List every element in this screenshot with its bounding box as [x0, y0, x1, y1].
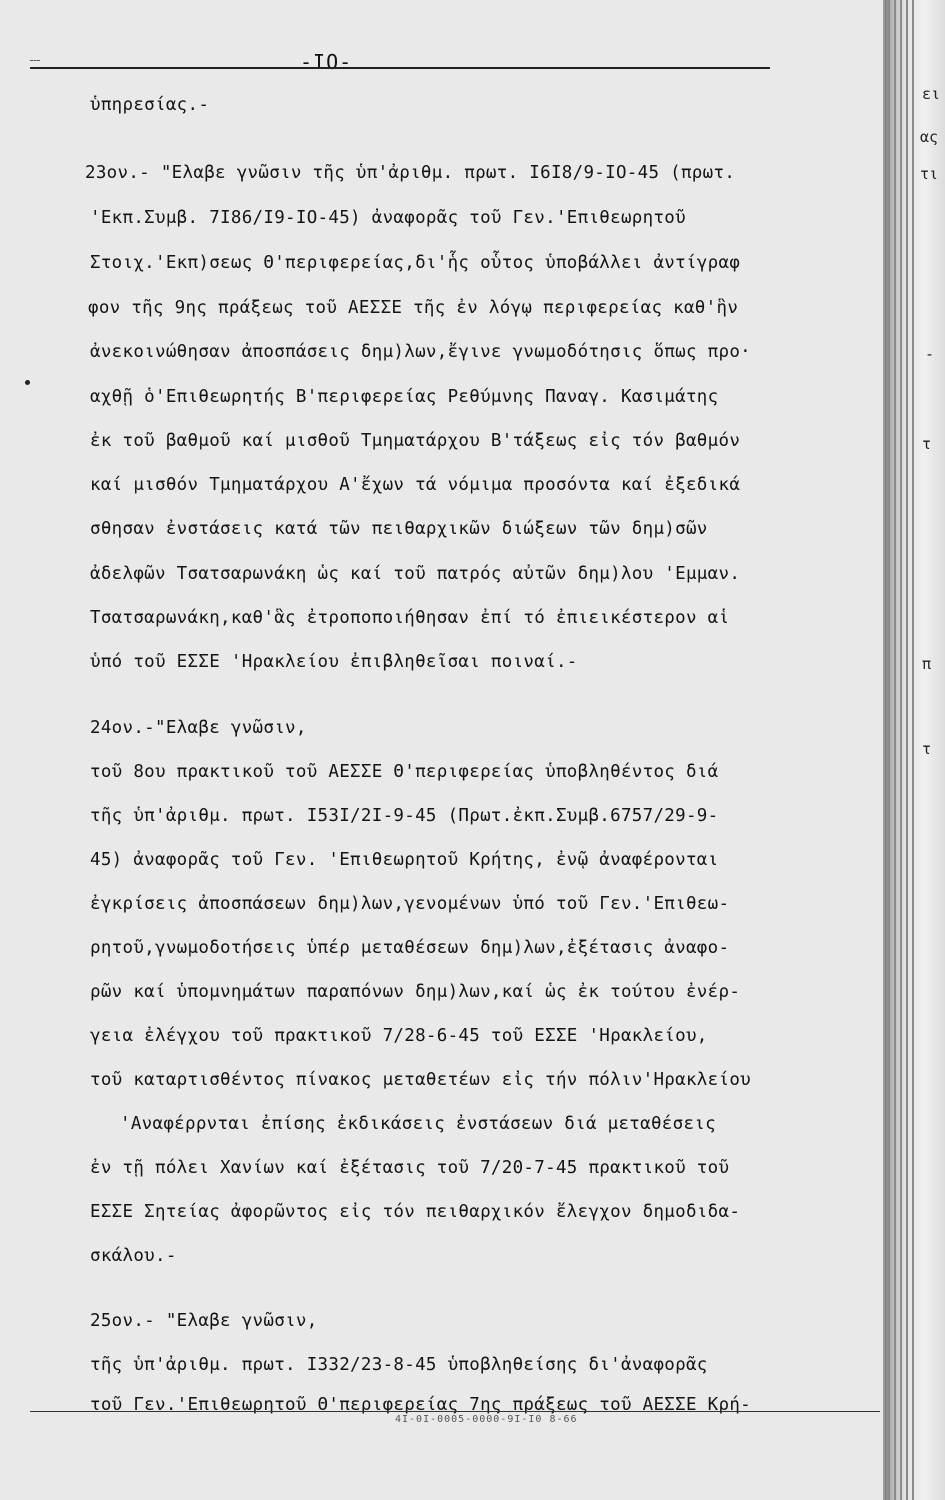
text-line: αχθῇ ὁ'Επιθεωρητής Β'περιφερείας Ρεθύμνης Παναγ. Κασιμάτης: [90, 387, 719, 407]
top-dash: [30, 60, 40, 61]
text-line: φον τῆς 9ης πράξεως τοῦ ΑΕΣΣΕ τῆς ἐν λόγῳ περιφερείας καθ'ἣν: [88, 298, 739, 318]
text-line: τοῦ καταρτισθέντος πίνακος μεταθετέων εἰς τήν πόλιν'Ηρακλείου: [90, 1070, 751, 1090]
header-rule: [30, 67, 770, 69]
margin-fragment: ει: [922, 85, 941, 103]
text-line: ρητοῦ,γνωμοδοτήσεις ὑπέρ μεταθέσεων δημ)λων,ἐξέτασις ἀναφο-: [90, 938, 730, 958]
text-line: γεια ἐλέγχου τοῦ πρακτικοῦ 7/28-6-45 τοῦ ΕΣΣΕ 'Ηρακλείου,: [90, 1026, 708, 1046]
text-line: τῆς ὑπ'ἀριθμ. πρωτ. I53I/2I-9-45 (Πρωτ.ἐκπ.Συμβ.6757/29-9-: [90, 806, 719, 826]
text-line: ΕΣΣΕ Σητείας ἀφορῶντος εἰς τόν πειθαρχικόν ἔλεγχον δημοδιδα-: [90, 1202, 741, 1222]
page-stack-line: [912, 0, 914, 1500]
text-line: ἀδελφῶν Τσατσαρωνάκη ὡς καί τοῦ πατρός αὐτῶν δημ)λου 'Εμμαν.: [90, 564, 741, 584]
text-line: ἐν τῇ πόλει Χανίων καί ἐξέτασις τοῦ 7/20-7-45 πρακτικοῦ τοῦ: [90, 1158, 730, 1178]
text-line: ἀνεκοινώθησαν ἀποσπάσεις δημ)λων,ἔγινε γνωμοδότησις ὅπως προ·: [90, 342, 751, 362]
margin-fragment: π: [922, 655, 932, 673]
margin-fragment: ας: [920, 128, 939, 146]
text-line: ἐκ τοῦ βαθμοῦ καί μισθοῦ Τμηματάρχου Β'τάξεως εἰς τόν βαθμόν: [90, 431, 741, 451]
text-line: τοῦ Γεν.'Επιθεωρητοῦ Θ'περιφερείας 7ης πράξεως τοῦ ΑΕΣΣΕ Κρή-: [90, 1395, 751, 1415]
footer-rule: [30, 1411, 880, 1412]
text-line: 25ον.- "Ελαβε γνῶσιν,: [90, 1311, 318, 1331]
margin-fragment: τ: [922, 740, 932, 758]
text-line: 24ον.-"Ελαβε γνῶσιν,: [90, 718, 307, 738]
page-number: -IO-: [300, 50, 353, 74]
text-line: Στοιχ.'Εκπ)σεως Θ'περιφερείας,δι'ἧς οὗτος ὑποβάλλει ἀντίγραφ: [90, 253, 741, 273]
margin-fragment: -: [925, 345, 935, 363]
page-stack-line: [888, 0, 890, 1500]
text-line: σκάλου.-: [90, 1246, 177, 1266]
punch-hole-mark: [25, 380, 30, 385]
text-line: 45) ἀναφορᾶς τοῦ Γεν. 'Επιθεωρητοῦ Κρήτης, ἐνῷ ἀναφέρονται: [90, 850, 719, 870]
text-line: ὑπό τοῦ ΕΣΣΕ 'Ηρακλείου ἐπιβληθεῖσαι ποιναί.-: [90, 652, 578, 672]
margin-fragment: τι: [920, 165, 939, 183]
text-line: ἐγκρίσεις ἀποσπάσεων δημ)λων,γενομένων ὑπό τοῦ Γεν.'Επιθεω-: [90, 894, 730, 914]
text-line: τῆς ὑπ'ἀριθμ. πρωτ. I332/23-8-45 ὑποβληθείσης δι'ἀναφορᾶς: [90, 1355, 708, 1375]
page-stack-line: [900, 0, 902, 1500]
text-line: 23ον.- "Ελαβε γνῶσιν τῆς ὑπ'ἀριθμ. πρωτ. I6I8/9-IO-45 (πρωτ.: [85, 163, 736, 183]
text-line: ὑπηρεσίας.-: [90, 95, 210, 115]
text-line: σθησαν ἐνστάσεις κατά τῶν πειθαρχικῶν διώξεων τῶν δημ)σῶν: [90, 519, 708, 539]
text-line: 'Αναφέρρνται ἐπίσης ἐκδικάσεις ἐνστάσεων διά μεταθέσεις: [120, 1114, 716, 1134]
page-stack-line: [906, 0, 908, 1500]
page-stack-line: [894, 0, 896, 1500]
text-line: καί μισθόν Τμηματάρχου Α'ἔχων τά νόμιμα προσόντα καί ἐξεδικά: [90, 475, 741, 495]
text-line: ρῶν καί ὑπομνημάτων παραπόνων δημ)λων,καί ὡς ἐκ τούτου ἐνέρ-: [90, 982, 741, 1002]
margin-fragment: τ: [922, 435, 932, 453]
text-line: 'Εκπ.Συμβ. 7I86/I9-IO-45) ἀναφορᾶς τοῦ Γεν.'Επιθεωρητοῦ: [90, 208, 686, 228]
text-line: τοῦ 8ου πρακτικοῦ τοῦ ΑΕΣΣΕ Θ'περιφερείας ὑποβληθέντος διά: [90, 762, 719, 782]
footer-code: 4I-0I-0005-0000-9I-I0 8-66: [395, 1414, 578, 1425]
text-line: Τσατσαρωνάκη,καθ'ἃς ἐτροποποιήθησαν ἐπί τό ἐπιεικέστερον αἱ: [90, 608, 730, 628]
